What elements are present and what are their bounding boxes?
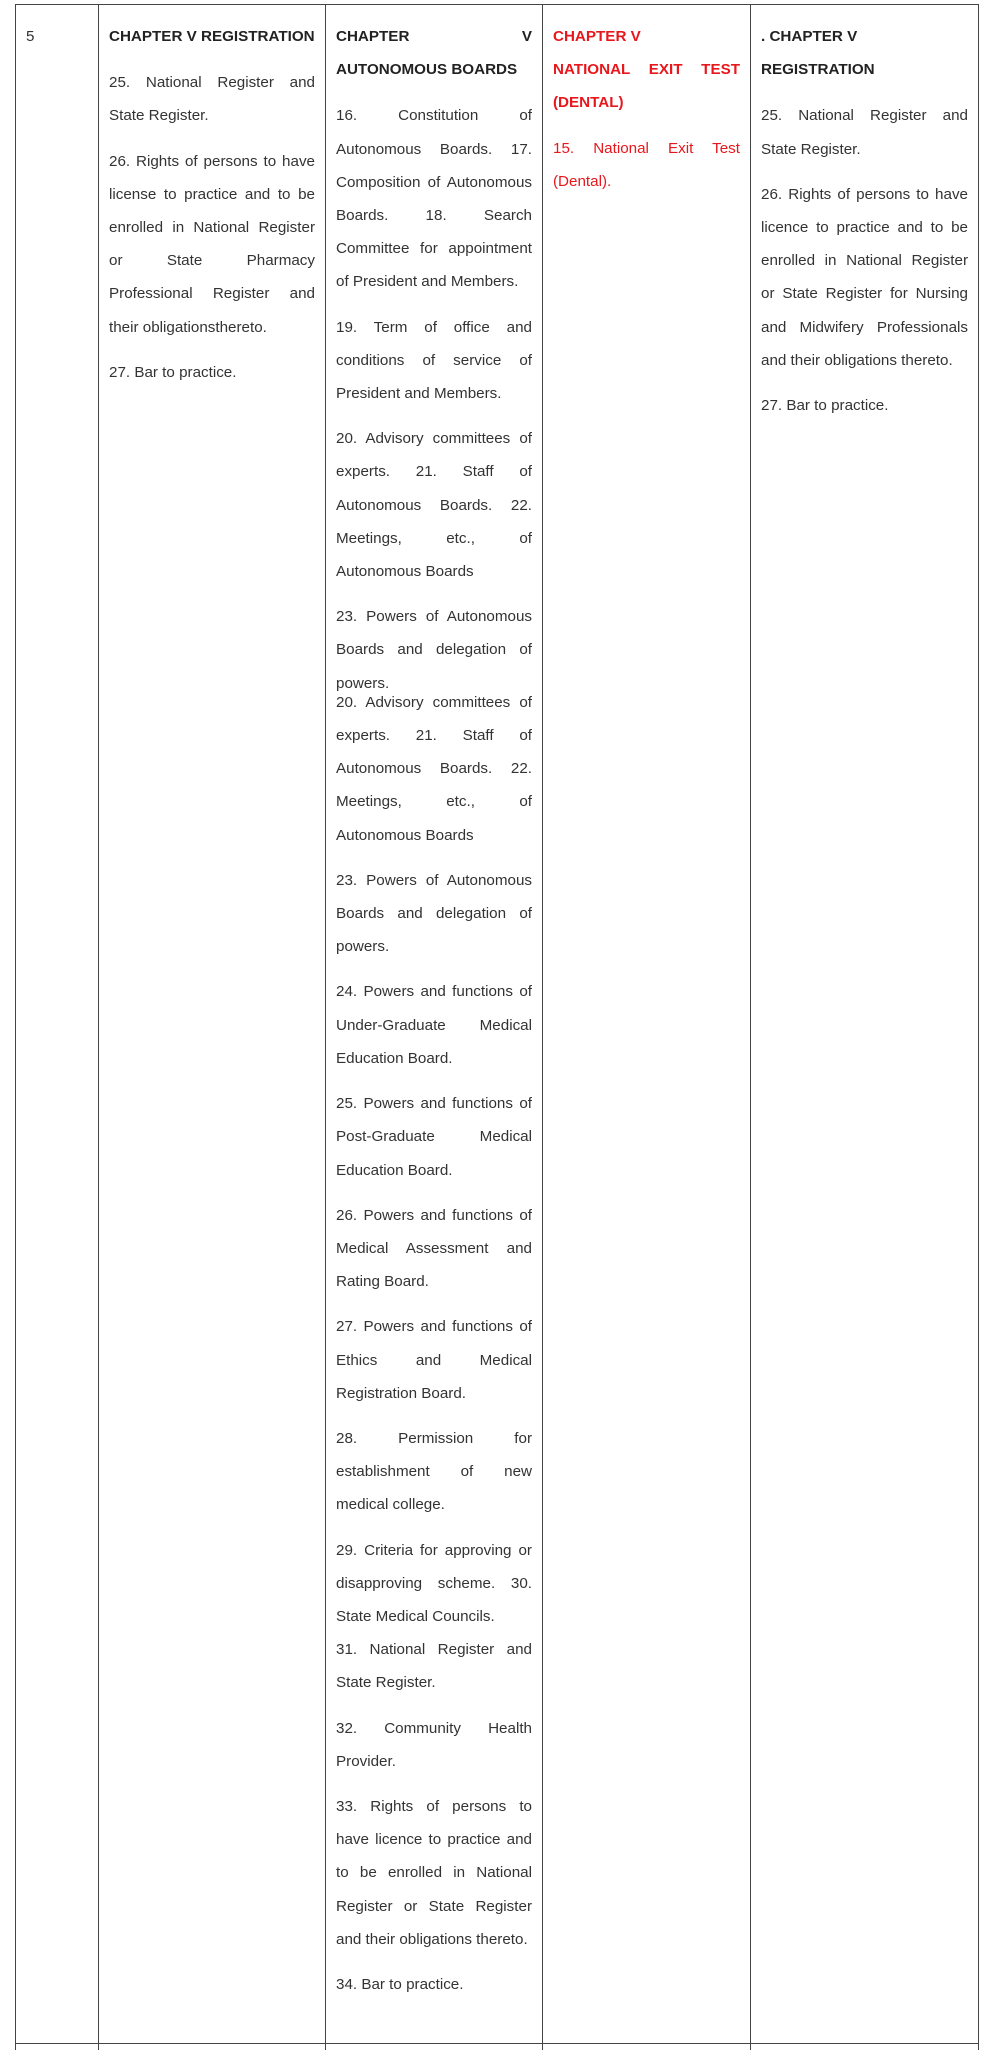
list-item: 15. National Exit Test (Dental).: [553, 139, 740, 190]
serial-number: 5: [26, 28, 35, 45]
list-item: 31. National Register and State Register.: [336, 1641, 532, 1692]
column-heading: . CHAPTER V REGISTRATION: [761, 28, 875, 79]
list-item: 25. Powers and functions of Post-Graduate Medical Education Board.: [336, 1095, 532, 1179]
list-item: 32. Community Health Provider.: [336, 1719, 532, 1770]
table-row: [15, 4, 979, 2050]
list-item: 20. Advisory committees of experts. 21. Staff of Autonomous Boards. 22. Meetings, etc., of Autonomous Boards: [336, 430, 532, 581]
list-item: 27. Bar to practice.: [761, 397, 889, 415]
list-item: 25. National Register and State Register.: [761, 107, 968, 158]
list-item: 27. Bar to practice.: [109, 363, 237, 381]
list-item: 33. Rights of persons to have licence to practice and to be enrolled in National Register or State Register and their obligations thereto.: [336, 1797, 532, 1948]
pharmacy-column-cell: [98, 4, 325, 2050]
column-heading: CHAPTER V REGISTRATION: [109, 28, 315, 45]
column-heading: CHAPTER V: [553, 28, 641, 45]
comparison-table: [15, 0, 979, 2050]
column-subheading: NATIONAL EXIT TEST (DENTAL): [553, 61, 740, 112]
dental-column-cell: [542, 4, 750, 2050]
list-item: 29. Criteria for approving or disapproving scheme. 30. State Medical Councils.: [336, 1541, 532, 1625]
list-item: 28. Permission for establishment of new medical college.: [336, 1429, 532, 1514]
list-item: 20. Advisory committees of experts. 21. Staff of Autonomous Boards. 22. Meetings, etc., of Autonomous Boards: [336, 693, 532, 844]
list-item: 27. Powers and functions of Ethics and Medical Registration Board.: [336, 1318, 532, 1402]
list-item: 19. Term of office and conditions of service of President and Members.: [336, 318, 532, 403]
list-item: 26. Powers and functions of Medical Assessment and Rating Board.: [336, 1206, 532, 1291]
list-item: 34. Bar to practice.: [336, 1975, 464, 1993]
list-item: 25. National Register and State Register.: [109, 74, 315, 125]
list-item: 24. Powers and functions of Under-Graduate Medical Education Board.: [336, 983, 532, 1067]
list-item: 16. Constitution of Autonomous Boards. 17. Composition of Autonomous Boards. 18. Search Committee for appointment of President and Members.: [336, 107, 532, 291]
medical-column-cell: [325, 4, 542, 2050]
list-item: 26. Rights of persons to have licence to practice and to be enrolled in National Register or State Register for Nursing and Midwifery Professionals and their obligations thereto.: [761, 185, 968, 369]
column-heading: CHAPTER V AUTONOMOUS BOARDS: [336, 28, 532, 79]
table-row-divider: [15, 2043, 979, 2044]
list-item: 23. Powers of Autonomous Boards and delegation of powers.: [336, 871, 532, 956]
serial-cell: [15, 4, 98, 2050]
list-item: 23. Powers of Autonomous Boards and delegation of powers.: [336, 608, 532, 692]
list-item: 26. Rights of persons to have license to practice and to be enrolled in National Register or State Pharmacy Professional Register and their obligationsthereto.: [109, 152, 315, 336]
nursing-column-cell: [750, 4, 979, 2050]
